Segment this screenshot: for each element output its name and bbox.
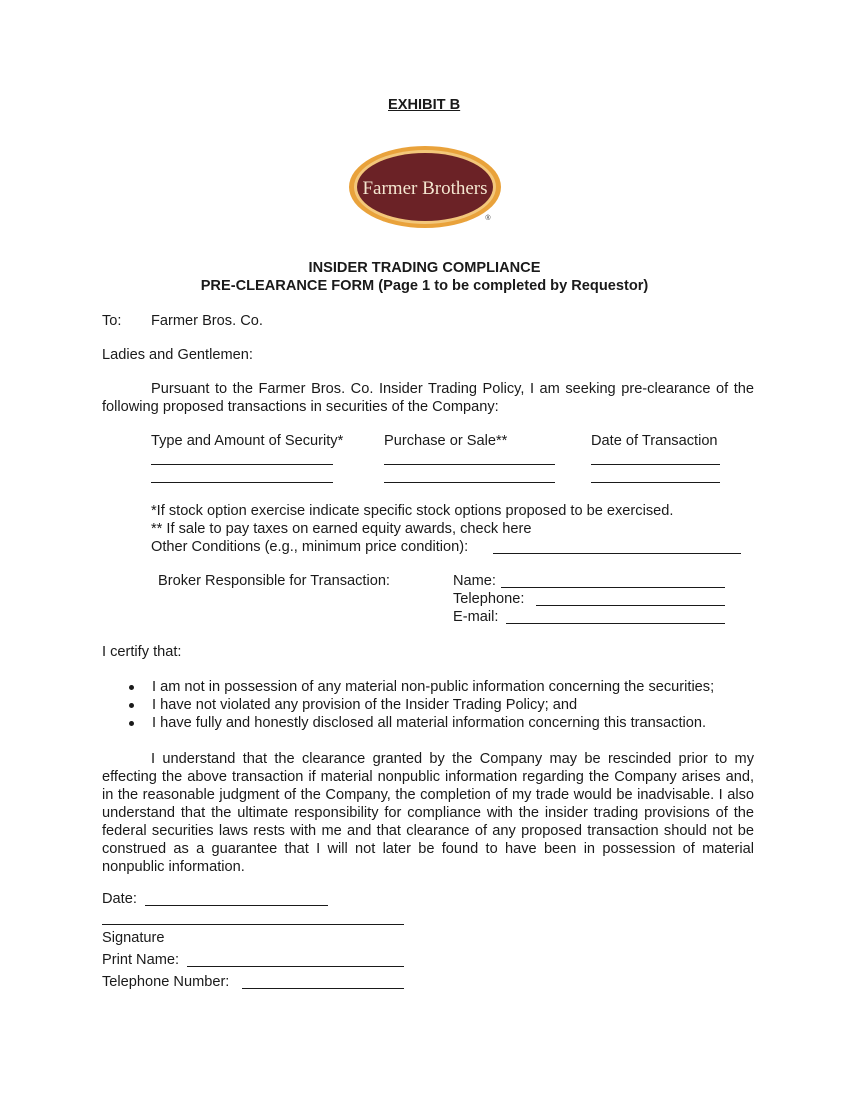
logo-text: Farmer Brothers: [362, 178, 488, 199]
understanding-paragraph: I understand that the clearance granted by the Company may be rescinded prior to my effecting the above transaction if material nonpublic information regarding the Company arises and, in the reasonable judgment of the Company, the completion of my trade would be inadvisable. I also understand that the ultimate responsibility for compliance with the insider trading provisions of the federal securities laws rests with me and that clearance of any proposed transaction should not be construed as a guarantee that I will not later be found to have been in possession of material nonpublic information.: [102, 751, 754, 875]
farmer-brothers-logo: [347, 144, 507, 230]
broker-telephone-field[interactable]: [536, 605, 725, 606]
form-title-line1: INSIDER TRADING COMPLIANCE: [308, 260, 541, 276]
exhibit-title: EXHIBIT B: [388, 97, 461, 113]
date-field[interactable]: [145, 905, 328, 906]
other-conditions-field[interactable]: [493, 553, 741, 554]
purchase-sale-field-2[interactable]: [384, 482, 555, 483]
date-field-1[interactable]: [591, 464, 720, 465]
bullet-icon: [129, 721, 134, 726]
print-name-label: Print Name:: [102, 952, 180, 968]
certification-item: I have fully and honestly disclosed all material information concerning this transaction.: [152, 715, 707, 731]
signature-label: Signature: [102, 930, 165, 946]
intro-paragraph: Pursuant to the Farmer Bros. Co. Insider Trading Policy, I am seeking pre-clearance of the following proposed transactions in securities of the Company:: [102, 381, 754, 415]
form-title-line2: PRE-CLEARANCE FORM (Page 1 to be completed by Requestor): [200, 278, 649, 294]
broker-email-field[interactable]: [506, 623, 725, 624]
to-label: To:: [102, 313, 122, 329]
broker-telephone-label: Telephone:: [453, 591, 525, 607]
bullet-icon: [129, 703, 134, 708]
registered-mark: ®: [485, 215, 491, 222]
bullet-icon: [129, 685, 134, 690]
telephone-number-field[interactable]: [242, 988, 404, 989]
telephone-number-label: Telephone Number:: [102, 974, 230, 990]
footnote-sale-taxes: ** If sale to pay taxes on earned equity awards, check here: [151, 521, 532, 537]
broker-name-label: Name:: [453, 573, 496, 589]
header-security: Type and Amount of Security*: [151, 433, 344, 449]
date-label: Date:: [102, 891, 137, 907]
signature-field[interactable]: [102, 924, 404, 925]
purchase-sale-field-1[interactable]: [384, 464, 555, 465]
footnote-stock-option: *If stock option exercise indicate specific stock options proposed to be exercised.: [151, 503, 674, 519]
certification-item: I have not violated any provision of the Insider Trading Policy; and: [152, 697, 578, 713]
broker-name-field[interactable]: [501, 587, 725, 588]
print-name-field[interactable]: [187, 966, 404, 967]
other-conditions-label: Other Conditions (e.g., minimum price condition):: [151, 539, 469, 555]
broker-email-label: E-mail:: [453, 609, 499, 625]
broker-label: Broker Responsible for Transaction:: [158, 573, 390, 589]
security-field-1[interactable]: [151, 464, 333, 465]
header-purchase-sale: Purchase or Sale**: [384, 433, 508, 449]
salutation: Ladies and Gentlemen:: [102, 347, 253, 363]
certification-item: I am not in possession of any material non-public information concerning the securities;: [152, 679, 715, 695]
certify-label: I certify that:: [102, 644, 182, 660]
date-field-2[interactable]: [591, 482, 720, 483]
security-field-2[interactable]: [151, 482, 333, 483]
header-date: Date of Transaction: [591, 433, 718, 449]
to-value: Farmer Bros. Co.: [151, 313, 263, 329]
